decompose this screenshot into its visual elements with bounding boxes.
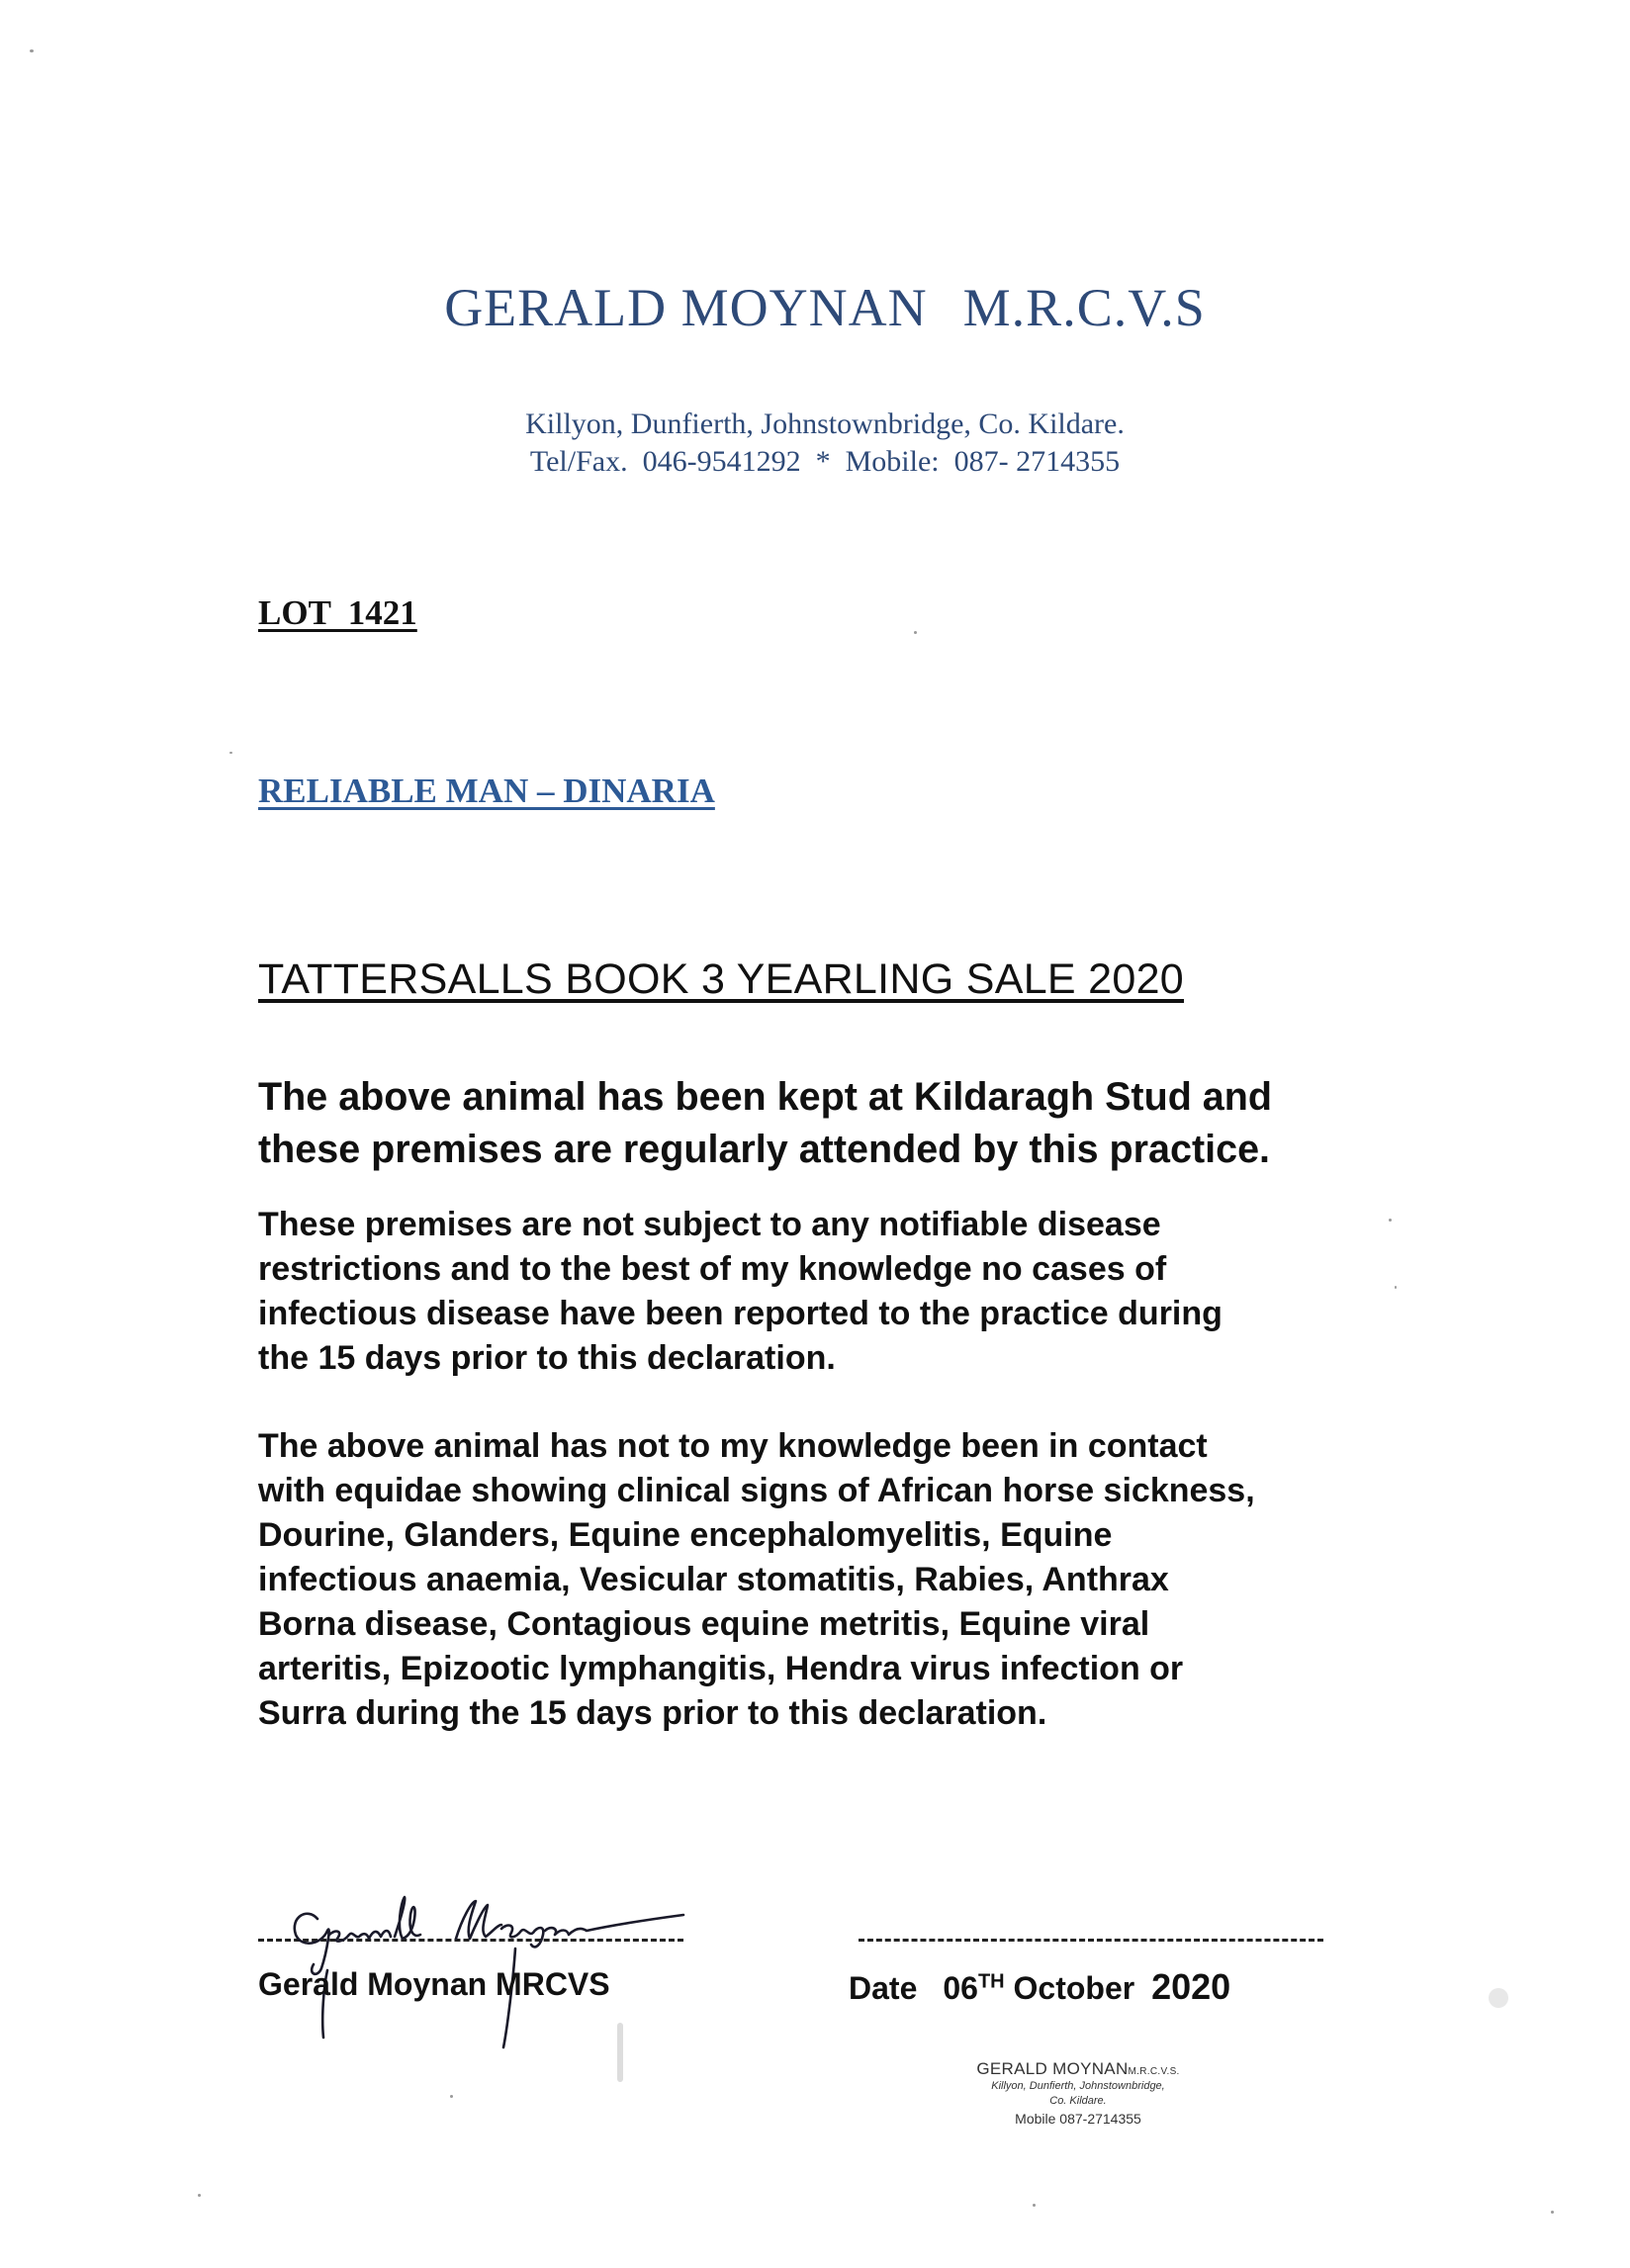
paragraph-line: Borna disease, Contagious equine metritis, Equine viral <box>258 1605 1150 1643</box>
scan-speck <box>450 2095 453 2098</box>
paragraph-line: These premises are not subject to any notifiable disease <box>258 1206 1161 1243</box>
letterhead-name <box>0 277 1630 338</box>
paragraph-line: Surra during the 15 days prior to this declaration. <box>258 1694 1047 1732</box>
lot-number: LOT 1421 <box>258 593 417 632</box>
scan-speck <box>1033 2204 1036 2207</box>
scan-speck <box>1489 1988 1508 2008</box>
stamp-mobile: Mobile 087-2714355 <box>1015 2111 1141 2127</box>
date-line <box>859 1939 1323 1942</box>
letterhead-address: Killyon, Dunfierth, Johnstownbridge, Co. Kildare. <box>525 408 1125 440</box>
kept-statement <box>258 1071 1445 1176</box>
scan-speck <box>1389 1219 1392 1222</box>
practice-stamp <box>930 2059 1226 2129</box>
horse-name: RELIABLE MAN – DINARIA <box>258 771 715 810</box>
date-label: Date <box>849 1970 918 2006</box>
date-day: 06 <box>943 1970 978 2006</box>
sale-title: TATTERSALLS BOOK 3 YEARLING SALE 2020 <box>258 955 1184 1003</box>
stamp-name <box>930 2059 1226 2079</box>
scan-speck <box>198 2194 201 2197</box>
scan-speck <box>914 631 917 634</box>
stamp-address-line: Killyon, Dunfierth, Johnstownbridge, <box>991 2080 1165 2092</box>
scan-speck <box>617 2023 623 2082</box>
paragraph-line: restrictions and to the best of my knowledge no cases of <box>258 1250 1167 1288</box>
scan-speck <box>229 752 232 754</box>
stamp-qualification: M.R.C.V.S. <box>1128 2066 1180 2077</box>
scan-speck <box>1551 2211 1554 2214</box>
letterhead-name-text: GERALD MOYNAN <box>444 278 928 337</box>
paragraph-line: with equidae showing clinical signs of African horse sickness, <box>258 1472 1255 1509</box>
stamp-name-text: GERALD MOYNAN <box>976 2059 1129 2078</box>
scan-speck <box>1395 1286 1397 1289</box>
kept-statement-line: The above animal has been kept at Kildaragh Stud and <box>258 1075 1273 1119</box>
date-month: October <box>1013 1970 1135 2006</box>
date-text <box>849 1966 1230 2008</box>
paragraph-line: infectious disease have been reported to the practice during <box>258 1295 1222 1332</box>
letterhead-qualification: M.R.C.V.S <box>962 278 1206 337</box>
paragraph-line: The above animal has not to my knowledge been in contact <box>258 1427 1208 1465</box>
letterhead-contact: Tel/Fax. 046-9541292 * Mobile: 087- 2714355 <box>529 445 1121 478</box>
paragraph-line: arteritis, Epizootic lymphangitis, Hendra virus infection or <box>258 1650 1184 1687</box>
paragraph-line: Dourine, Glanders, Equine encephalomyelitis, Equine <box>258 1516 1113 1554</box>
letterhead-address-block <box>0 406 1630 481</box>
stamp-address-line: Co. Kildare. <box>1049 2095 1107 2107</box>
paragraph-line: the 15 days prior to this declaration. <box>258 1339 836 1377</box>
kept-statement-line: these premises are regularly attended by this practice. <box>258 1128 1271 1171</box>
date-year: 2020 <box>1151 1966 1231 2007</box>
signatory-name: Gerald Moynan MRCVS <box>258 1966 610 2002</box>
scan-speck <box>30 49 34 52</box>
disease-restrictions-paragraph <box>258 1203 1445 1381</box>
paragraph-line: infectious anaemia, Vesicular stomatitis, Rabies, Anthrax <box>258 1561 1169 1598</box>
contact-declaration-paragraph <box>258 1424 1445 1736</box>
signature-block <box>258 1879 703 2077</box>
date-day-suffix: TH <box>977 1970 1005 1993</box>
